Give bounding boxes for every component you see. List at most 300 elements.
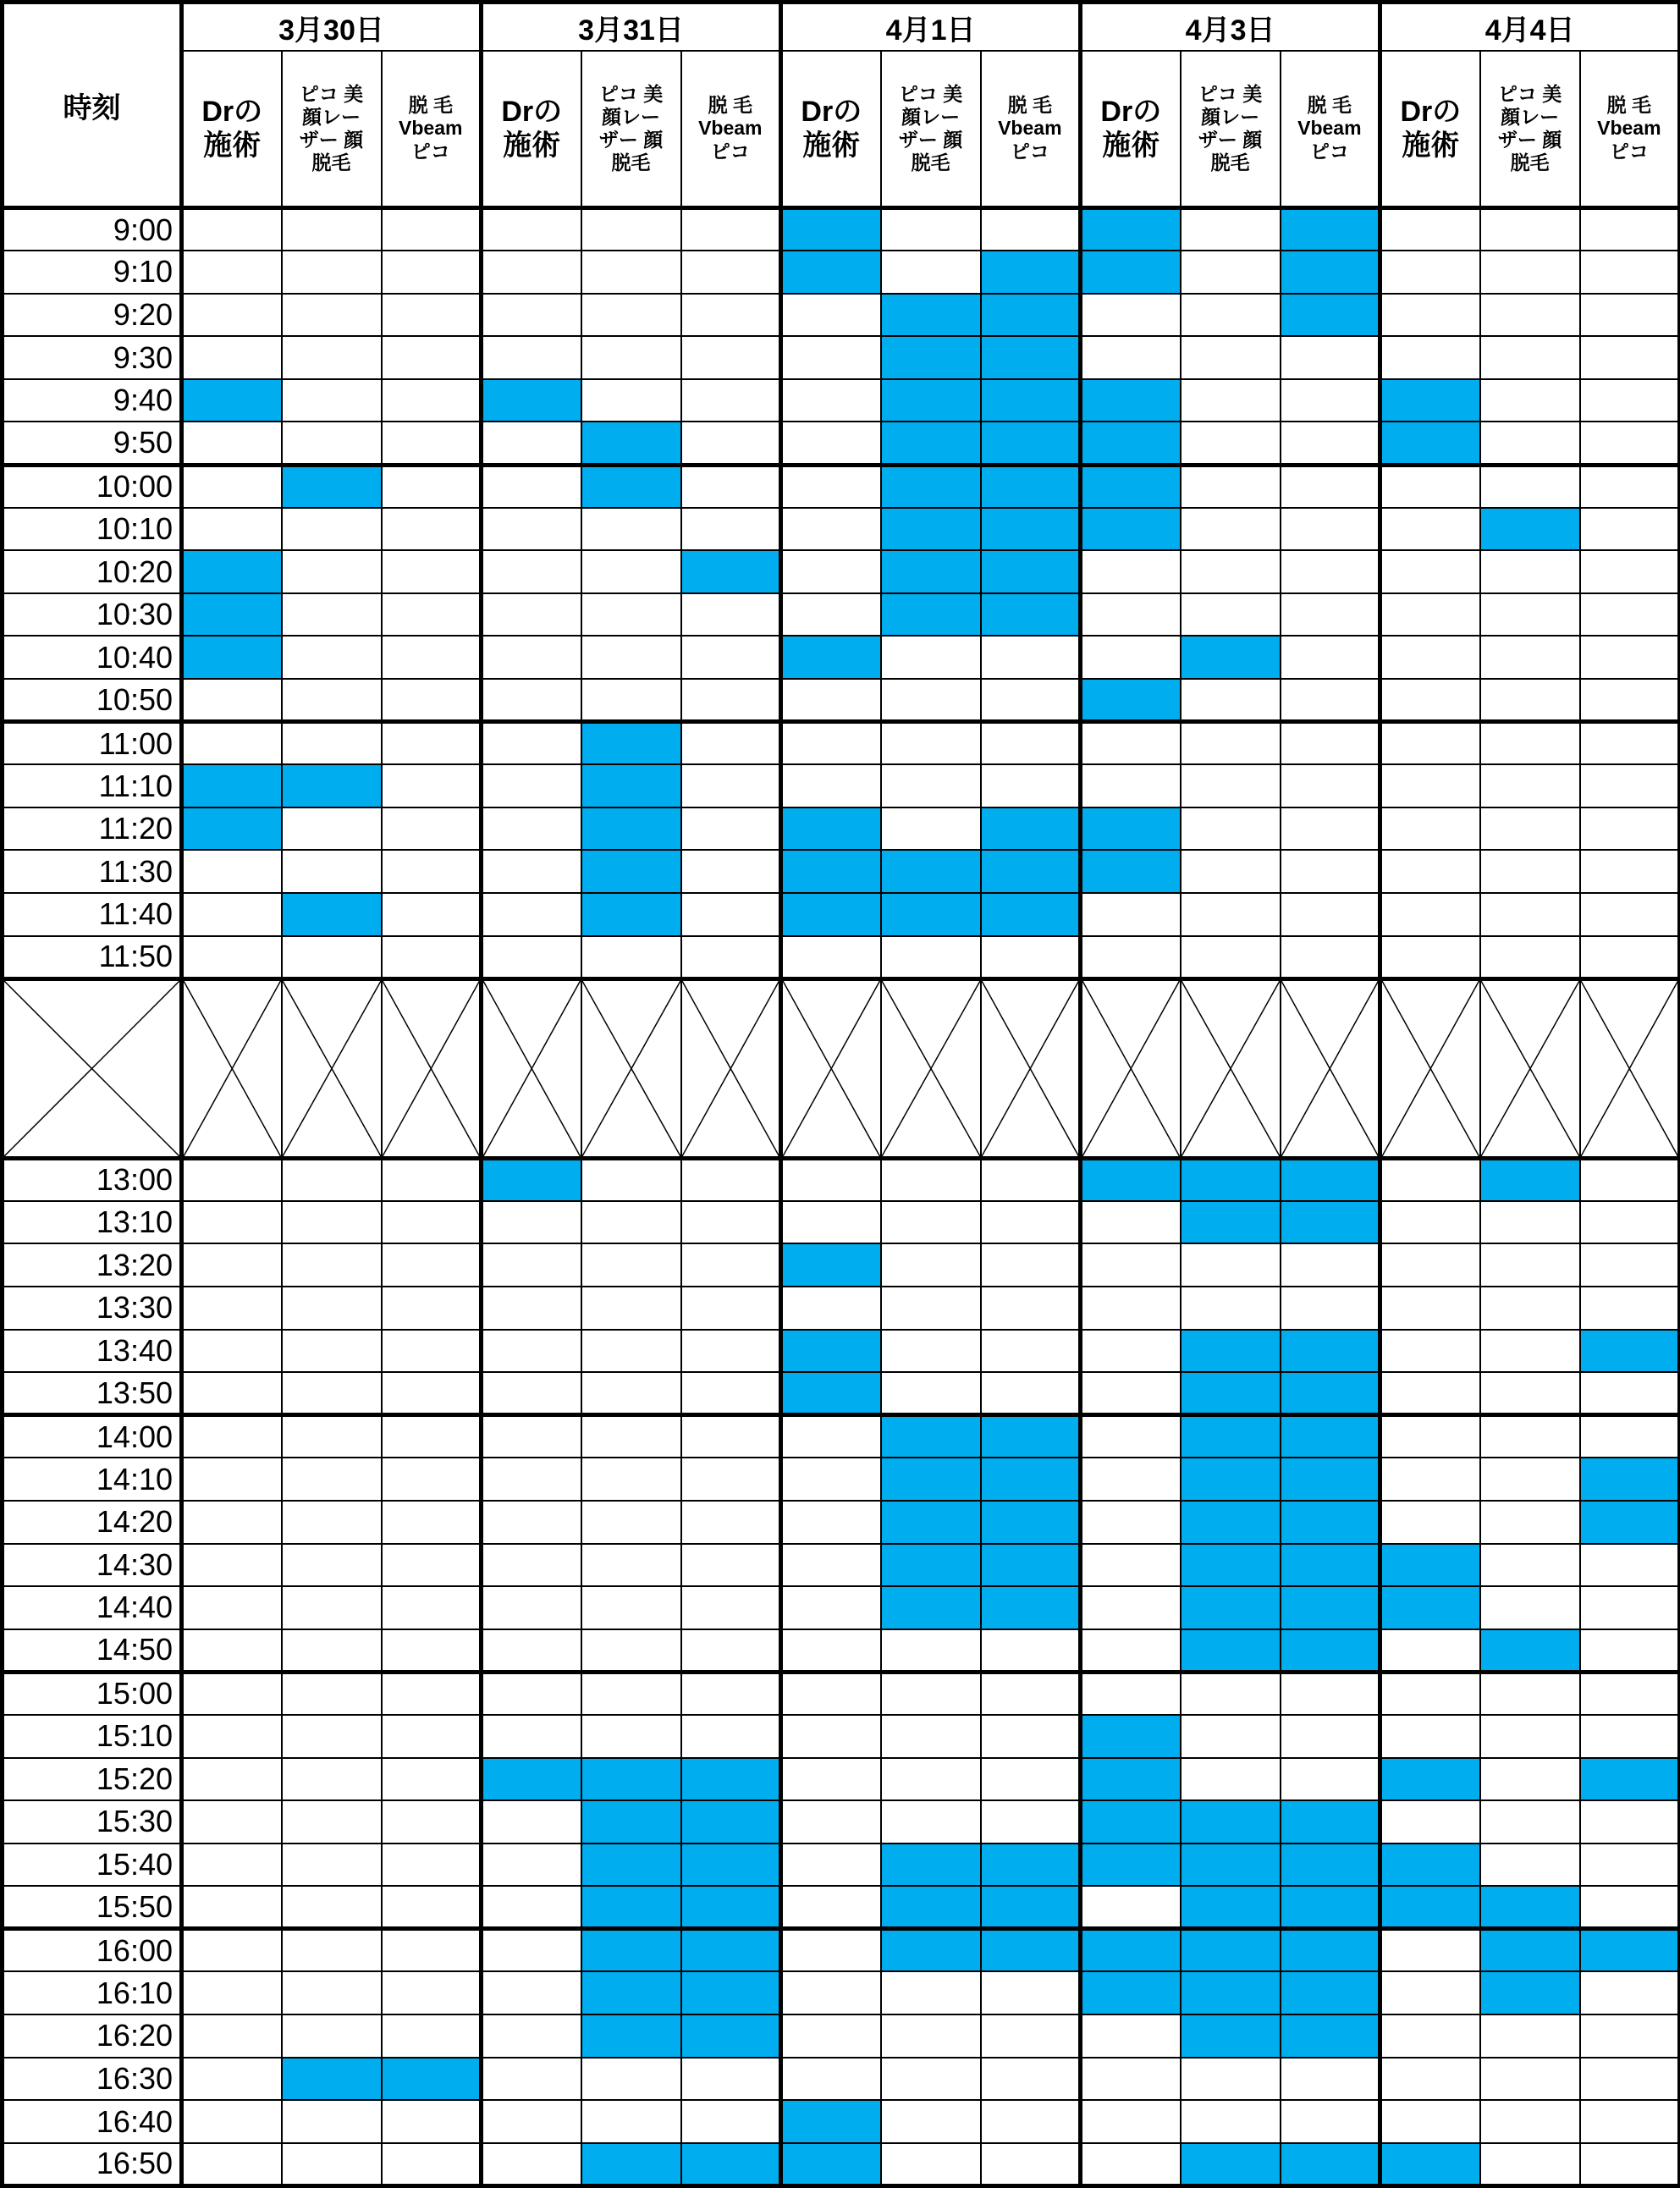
subcolumn-header-line: Drの bbox=[1100, 95, 1162, 128]
booked-slot bbox=[1181, 636, 1281, 679]
open-slot bbox=[781, 1844, 881, 1887]
open-slot bbox=[182, 1929, 282, 1972]
open-slot bbox=[1580, 1372, 1680, 1415]
open-slot bbox=[482, 1971, 581, 2014]
break-cell-x bbox=[182, 978, 282, 1158]
open-slot bbox=[182, 1629, 282, 1673]
x-mark-icon bbox=[982, 981, 1079, 1156]
subcolumn-header-line: 脱毛 bbox=[911, 152, 950, 174]
open-slot bbox=[282, 722, 382, 765]
open-slot bbox=[581, 1243, 681, 1287]
open-slot bbox=[1281, 764, 1380, 807]
open-slot bbox=[781, 379, 881, 422]
booked-slot bbox=[581, 465, 681, 508]
subcolumn-header-line: ピコ bbox=[410, 140, 450, 163]
time-slot-row bbox=[3, 422, 1680, 465]
booked-slot bbox=[881, 336, 981, 379]
open-slot bbox=[482, 850, 581, 893]
open-slot bbox=[182, 294, 282, 337]
subcolumn-header-dr bbox=[1081, 51, 1181, 208]
open-slot bbox=[282, 1158, 382, 1201]
open-slot bbox=[781, 1201, 881, 1244]
open-slot bbox=[681, 1243, 781, 1287]
open-slot bbox=[781, 722, 881, 765]
break-cell-x bbox=[981, 978, 1081, 1158]
booked-slot bbox=[1281, 1629, 1380, 1673]
open-slot bbox=[1281, 850, 1380, 893]
open-slot bbox=[981, 764, 1081, 807]
open-slot bbox=[482, 807, 581, 851]
open-slot bbox=[1281, 1287, 1380, 1330]
open-slot bbox=[581, 2058, 681, 2101]
booked-slot bbox=[581, 1929, 681, 1972]
booked-slot bbox=[1181, 1158, 1281, 1201]
open-slot bbox=[1081, 336, 1181, 379]
booked-slot bbox=[1081, 1971, 1181, 2014]
open-slot bbox=[981, 2100, 1081, 2143]
booked-slot bbox=[1181, 1929, 1281, 1972]
open-slot bbox=[382, 1800, 482, 1844]
booked-slot bbox=[1181, 2014, 1281, 2058]
subcolumn-header-pico bbox=[282, 51, 382, 208]
booked-slot bbox=[681, 1971, 781, 2014]
open-slot bbox=[282, 1929, 382, 1972]
open-slot bbox=[781, 1715, 881, 1758]
booked-slot bbox=[1281, 1586, 1380, 1629]
time-label: 10:10 bbox=[3, 508, 182, 551]
booked-slot bbox=[1281, 1201, 1380, 1244]
booked-slot bbox=[1281, 208, 1380, 251]
open-slot bbox=[981, 679, 1081, 722]
subcolumn-header-line: Drの bbox=[201, 95, 263, 128]
open-slot bbox=[182, 1415, 282, 1458]
open-slot bbox=[1380, 1330, 1480, 1373]
booked-slot bbox=[981, 1929, 1081, 1972]
open-slot bbox=[182, 1243, 282, 1287]
open-slot bbox=[1081, 1886, 1181, 1929]
open-slot bbox=[482, 1201, 581, 1244]
open-slot bbox=[1480, 2100, 1580, 2143]
open-slot bbox=[482, 893, 581, 936]
open-slot bbox=[1081, 764, 1181, 807]
booked-slot bbox=[182, 764, 282, 807]
open-slot bbox=[182, 1586, 282, 1629]
booked-slot bbox=[182, 550, 282, 593]
subcolumn-header-line: ピコ 美 bbox=[1198, 82, 1263, 105]
open-slot bbox=[1181, 722, 1281, 765]
booked-slot bbox=[881, 1929, 981, 1972]
booked-slot bbox=[1281, 1544, 1380, 1587]
open-slot bbox=[1380, 936, 1480, 979]
open-slot bbox=[382, 807, 482, 851]
open-slot bbox=[1281, 508, 1380, 551]
booked-slot bbox=[881, 508, 981, 551]
open-slot bbox=[681, 294, 781, 337]
open-slot bbox=[1181, 1715, 1281, 1758]
subcolumn-header-dr bbox=[781, 51, 881, 208]
subcolumn-header-line: 脱毛 bbox=[311, 152, 351, 174]
booked-slot bbox=[1081, 1158, 1181, 1201]
open-slot bbox=[1580, 1287, 1680, 1330]
break-cell-x bbox=[282, 978, 382, 1158]
open-slot bbox=[282, 1544, 382, 1587]
open-slot bbox=[282, 550, 382, 593]
open-slot bbox=[282, 1243, 382, 1287]
booked-slot bbox=[981, 294, 1081, 337]
booked-slot bbox=[1081, 1844, 1181, 1887]
x-mark-icon bbox=[1382, 981, 1479, 1156]
booked-slot bbox=[1081, 208, 1181, 251]
open-slot bbox=[282, 1758, 382, 1801]
open-slot bbox=[1380, 2014, 1480, 2058]
booked-slot bbox=[1281, 1800, 1380, 1844]
open-slot bbox=[182, 893, 282, 936]
date-header: 4月1日 bbox=[781, 3, 1081, 52]
booked-slot bbox=[182, 593, 282, 637]
booked-slot bbox=[681, 550, 781, 593]
open-slot bbox=[182, 422, 282, 465]
subcolumn-header-line: ピコ 美 bbox=[299, 82, 364, 105]
open-slot bbox=[1580, 936, 1680, 979]
open-slot bbox=[581, 550, 681, 593]
open-slot bbox=[482, 1330, 581, 1373]
open-slot bbox=[1580, 1800, 1680, 1844]
subcolumn-header-vbeam bbox=[382, 51, 482, 208]
break-cell-x bbox=[881, 978, 981, 1158]
subcolumn-header-line: Drの bbox=[501, 95, 563, 128]
subcolumn-header-line: 施術 bbox=[1402, 130, 1460, 162]
subcolumn-header-row bbox=[3, 51, 1680, 208]
open-slot bbox=[1081, 1372, 1181, 1415]
open-slot bbox=[182, 850, 282, 893]
break-cell-x bbox=[581, 978, 681, 1158]
open-slot bbox=[681, 1586, 781, 1629]
time-label: 15:10 bbox=[3, 1715, 182, 1758]
subcolumn-header-pico bbox=[581, 51, 681, 208]
open-slot bbox=[482, 550, 581, 593]
x-mark-icon bbox=[1281, 981, 1379, 1156]
time-label: 14:50 bbox=[3, 1629, 182, 1673]
subcolumn-header-line: ザー 顔 bbox=[598, 129, 664, 151]
open-slot bbox=[1380, 679, 1480, 722]
open-slot bbox=[182, 465, 282, 508]
open-slot bbox=[1181, 550, 1281, 593]
open-slot bbox=[1580, 251, 1680, 294]
open-slot bbox=[1281, 1758, 1380, 1801]
booked-slot bbox=[1081, 679, 1181, 722]
subcolumn-header-line: ピコ 美 bbox=[598, 82, 664, 105]
time-slot-row bbox=[3, 893, 1680, 936]
open-slot bbox=[881, 1758, 981, 1801]
open-slot bbox=[981, 636, 1081, 679]
open-slot bbox=[981, 936, 1081, 979]
break-cell-x bbox=[681, 978, 781, 1158]
open-slot bbox=[681, 1629, 781, 1673]
subcolumn-header-vbeam bbox=[981, 51, 1081, 208]
break-cell-x bbox=[781, 978, 881, 1158]
open-slot bbox=[1480, 1501, 1580, 1544]
open-slot bbox=[182, 1844, 282, 1887]
open-slot bbox=[382, 294, 482, 337]
open-slot bbox=[1480, 807, 1580, 851]
open-slot bbox=[282, 850, 382, 893]
open-slot bbox=[1081, 593, 1181, 637]
open-slot bbox=[282, 1886, 382, 1929]
open-slot bbox=[382, 508, 482, 551]
open-slot bbox=[182, 1672, 282, 1715]
open-slot bbox=[282, 1415, 382, 1458]
open-slot bbox=[1380, 722, 1480, 765]
open-slot bbox=[681, 2058, 781, 2101]
open-slot bbox=[1380, 1243, 1480, 1287]
open-slot bbox=[1181, 679, 1281, 722]
open-slot bbox=[482, 1929, 581, 1972]
open-slot bbox=[1081, 1201, 1181, 1244]
open-slot bbox=[382, 1201, 482, 1244]
booked-slot bbox=[1380, 1758, 1480, 1801]
booked-slot bbox=[1580, 1330, 1680, 1373]
open-slot bbox=[1580, 593, 1680, 637]
subcolumn-header-line: 顔レー bbox=[302, 105, 361, 128]
open-slot bbox=[182, 336, 282, 379]
booked-slot bbox=[1281, 1415, 1380, 1458]
open-slot bbox=[781, 1800, 881, 1844]
open-slot bbox=[1580, 764, 1680, 807]
open-slot bbox=[681, 850, 781, 893]
time-slot-row bbox=[3, 1201, 1680, 1244]
booked-slot bbox=[1081, 379, 1181, 422]
booked-slot bbox=[1480, 1158, 1580, 1201]
booked-slot bbox=[981, 593, 1081, 637]
open-slot bbox=[1081, 2100, 1181, 2143]
booked-slot bbox=[881, 550, 981, 593]
open-slot bbox=[1580, 1243, 1680, 1287]
open-slot bbox=[781, 593, 881, 637]
subcolumn-header-vbeam bbox=[1580, 51, 1680, 208]
booked-slot bbox=[1281, 1844, 1380, 1887]
subcolumn-header-line: 脱 毛 bbox=[1307, 94, 1352, 117]
open-slot bbox=[1580, 508, 1680, 551]
open-slot bbox=[781, 1415, 881, 1458]
open-slot bbox=[1181, 850, 1281, 893]
time-slot-row bbox=[3, 1758, 1680, 1801]
open-slot bbox=[781, 1544, 881, 1587]
break-cell-x bbox=[1380, 978, 1480, 1158]
open-slot bbox=[382, 379, 482, 422]
open-slot bbox=[581, 251, 681, 294]
lunch-break-row bbox=[3, 978, 1680, 1158]
open-slot bbox=[1480, 893, 1580, 936]
open-slot bbox=[282, 936, 382, 979]
booked-slot bbox=[1480, 1629, 1580, 1673]
time-slot-row bbox=[3, 1844, 1680, 1887]
open-slot bbox=[581, 1629, 681, 1673]
open-slot bbox=[1181, 336, 1281, 379]
open-slot bbox=[1081, 1243, 1181, 1287]
open-slot bbox=[182, 1800, 282, 1844]
time-label: 10:00 bbox=[3, 465, 182, 508]
open-slot bbox=[781, 1886, 881, 1929]
subcolumn-header-line: 顔レー bbox=[901, 105, 961, 128]
open-slot bbox=[881, 1243, 981, 1287]
open-slot bbox=[482, 336, 581, 379]
booked-slot bbox=[1580, 1458, 1680, 1501]
booked-slot bbox=[881, 1886, 981, 1929]
time-slot-row bbox=[3, 1243, 1680, 1287]
open-slot bbox=[781, 422, 881, 465]
time-slot-row bbox=[3, 2143, 1680, 2186]
open-slot bbox=[482, 1501, 581, 1544]
booked-slot bbox=[881, 465, 981, 508]
open-slot bbox=[482, 1844, 581, 1887]
open-slot bbox=[382, 679, 482, 722]
open-slot bbox=[1081, 1544, 1181, 1587]
booked-slot bbox=[981, 1544, 1081, 1587]
open-slot bbox=[781, 936, 881, 979]
booked-slot bbox=[1480, 1886, 1580, 1929]
open-slot bbox=[1580, 379, 1680, 422]
open-slot bbox=[1480, 850, 1580, 893]
booked-slot bbox=[681, 1844, 781, 1887]
open-slot bbox=[1081, 2058, 1181, 2101]
open-slot bbox=[182, 508, 282, 551]
booked-slot bbox=[881, 379, 981, 422]
open-slot bbox=[282, 1672, 382, 1715]
open-slot bbox=[182, 1330, 282, 1373]
open-slot bbox=[1580, 807, 1680, 851]
open-slot bbox=[881, 679, 981, 722]
open-slot bbox=[182, 1544, 282, 1587]
booked-slot bbox=[981, 1844, 1081, 1887]
open-slot bbox=[382, 1458, 482, 1501]
open-slot bbox=[881, 208, 981, 251]
open-slot bbox=[581, 208, 681, 251]
time-slot-row bbox=[3, 508, 1680, 551]
open-slot bbox=[1081, 2014, 1181, 2058]
time-label: 16:00 bbox=[3, 1929, 182, 1972]
open-slot bbox=[981, 1758, 1081, 1801]
open-slot bbox=[1580, 294, 1680, 337]
open-slot bbox=[1181, 893, 1281, 936]
open-slot bbox=[1081, 1629, 1181, 1673]
open-slot bbox=[1281, 2058, 1380, 2101]
open-slot bbox=[1580, 1201, 1680, 1244]
open-slot bbox=[681, 807, 781, 851]
open-slot bbox=[382, 850, 482, 893]
time-label: 15:50 bbox=[3, 1886, 182, 1929]
open-slot bbox=[282, 1458, 382, 1501]
open-slot bbox=[1380, 1971, 1480, 2014]
booked-slot bbox=[1580, 1758, 1680, 1801]
open-slot bbox=[781, 1458, 881, 1501]
open-slot bbox=[981, 1201, 1081, 1244]
open-slot bbox=[881, 1372, 981, 1415]
open-slot bbox=[1480, 1844, 1580, 1887]
open-slot bbox=[881, 1158, 981, 1201]
time-label: 14:00 bbox=[3, 1415, 182, 1458]
booked-slot bbox=[1281, 2143, 1380, 2186]
time-slot-row bbox=[3, 1158, 1680, 1201]
booked-slot bbox=[1480, 1971, 1580, 2014]
booked-slot bbox=[1181, 1201, 1281, 1244]
open-slot bbox=[681, 1672, 781, 1715]
subcolumn-header-line: 施術 bbox=[802, 130, 861, 162]
open-slot bbox=[681, 1501, 781, 1544]
open-slot bbox=[382, 2100, 482, 2143]
x-mark-icon bbox=[1581, 981, 1678, 1156]
booked-slot bbox=[781, 850, 881, 893]
open-slot bbox=[781, 294, 881, 337]
booked-slot bbox=[1181, 2143, 1281, 2186]
booked-slot bbox=[981, 1458, 1081, 1501]
open-slot bbox=[482, 764, 581, 807]
booked-slot bbox=[581, 850, 681, 893]
open-slot bbox=[1380, 550, 1480, 593]
open-slot bbox=[1281, 465, 1380, 508]
open-slot bbox=[482, 1544, 581, 1587]
booked-slot bbox=[1081, 422, 1181, 465]
open-slot bbox=[1380, 1929, 1480, 1972]
break-cell-x bbox=[3, 978, 182, 1158]
open-slot bbox=[382, 1243, 482, 1287]
booked-slot bbox=[1181, 1971, 1281, 2014]
open-slot bbox=[581, 2100, 681, 2143]
booked-slot bbox=[981, 465, 1081, 508]
open-slot bbox=[981, 1158, 1081, 1201]
open-slot bbox=[881, 1287, 981, 1330]
open-slot bbox=[681, 251, 781, 294]
open-slot bbox=[881, 2014, 981, 2058]
subcolumn-header-line: 脱 毛 bbox=[1007, 94, 1053, 117]
subcolumn-header-pico bbox=[1181, 51, 1281, 208]
open-slot bbox=[282, 1586, 382, 1629]
subcolumn-header-line: Vbeam bbox=[698, 117, 763, 140]
open-slot bbox=[282, 1715, 382, 1758]
open-slot bbox=[1480, 1415, 1580, 1458]
open-slot bbox=[881, 1971, 981, 2014]
open-slot bbox=[1580, 422, 1680, 465]
date-header: 4月3日 bbox=[1081, 3, 1380, 52]
subcolumn-header-pico bbox=[881, 51, 981, 208]
time-slot-row bbox=[3, 1458, 1680, 1501]
open-slot bbox=[182, 208, 282, 251]
open-slot bbox=[981, 1672, 1081, 1715]
open-slot bbox=[382, 251, 482, 294]
open-slot bbox=[1281, 893, 1380, 936]
open-slot bbox=[382, 936, 482, 979]
subcolumn-header-dr bbox=[182, 51, 282, 208]
booked-slot bbox=[781, 2143, 881, 2186]
x-mark-icon bbox=[1182, 981, 1280, 1156]
open-slot bbox=[1081, 636, 1181, 679]
booked-slot bbox=[1181, 1415, 1281, 1458]
open-slot bbox=[1380, 1458, 1480, 1501]
open-slot bbox=[581, 936, 681, 979]
time-label: 9:20 bbox=[3, 294, 182, 337]
open-slot bbox=[881, 2058, 981, 2101]
open-slot bbox=[182, 679, 282, 722]
time-label: 16:10 bbox=[3, 1971, 182, 2014]
open-slot bbox=[482, 465, 581, 508]
open-slot bbox=[1480, 2014, 1580, 2058]
schedule-body bbox=[3, 208, 1680, 2186]
subcolumn-header-line: Vbeam bbox=[1597, 117, 1661, 140]
booked-slot bbox=[1181, 1886, 1281, 1929]
open-slot bbox=[681, 1715, 781, 1758]
booked-slot bbox=[581, 764, 681, 807]
subcolumn-header-line: ザー 顔 bbox=[898, 129, 963, 151]
open-slot bbox=[1081, 1458, 1181, 1501]
